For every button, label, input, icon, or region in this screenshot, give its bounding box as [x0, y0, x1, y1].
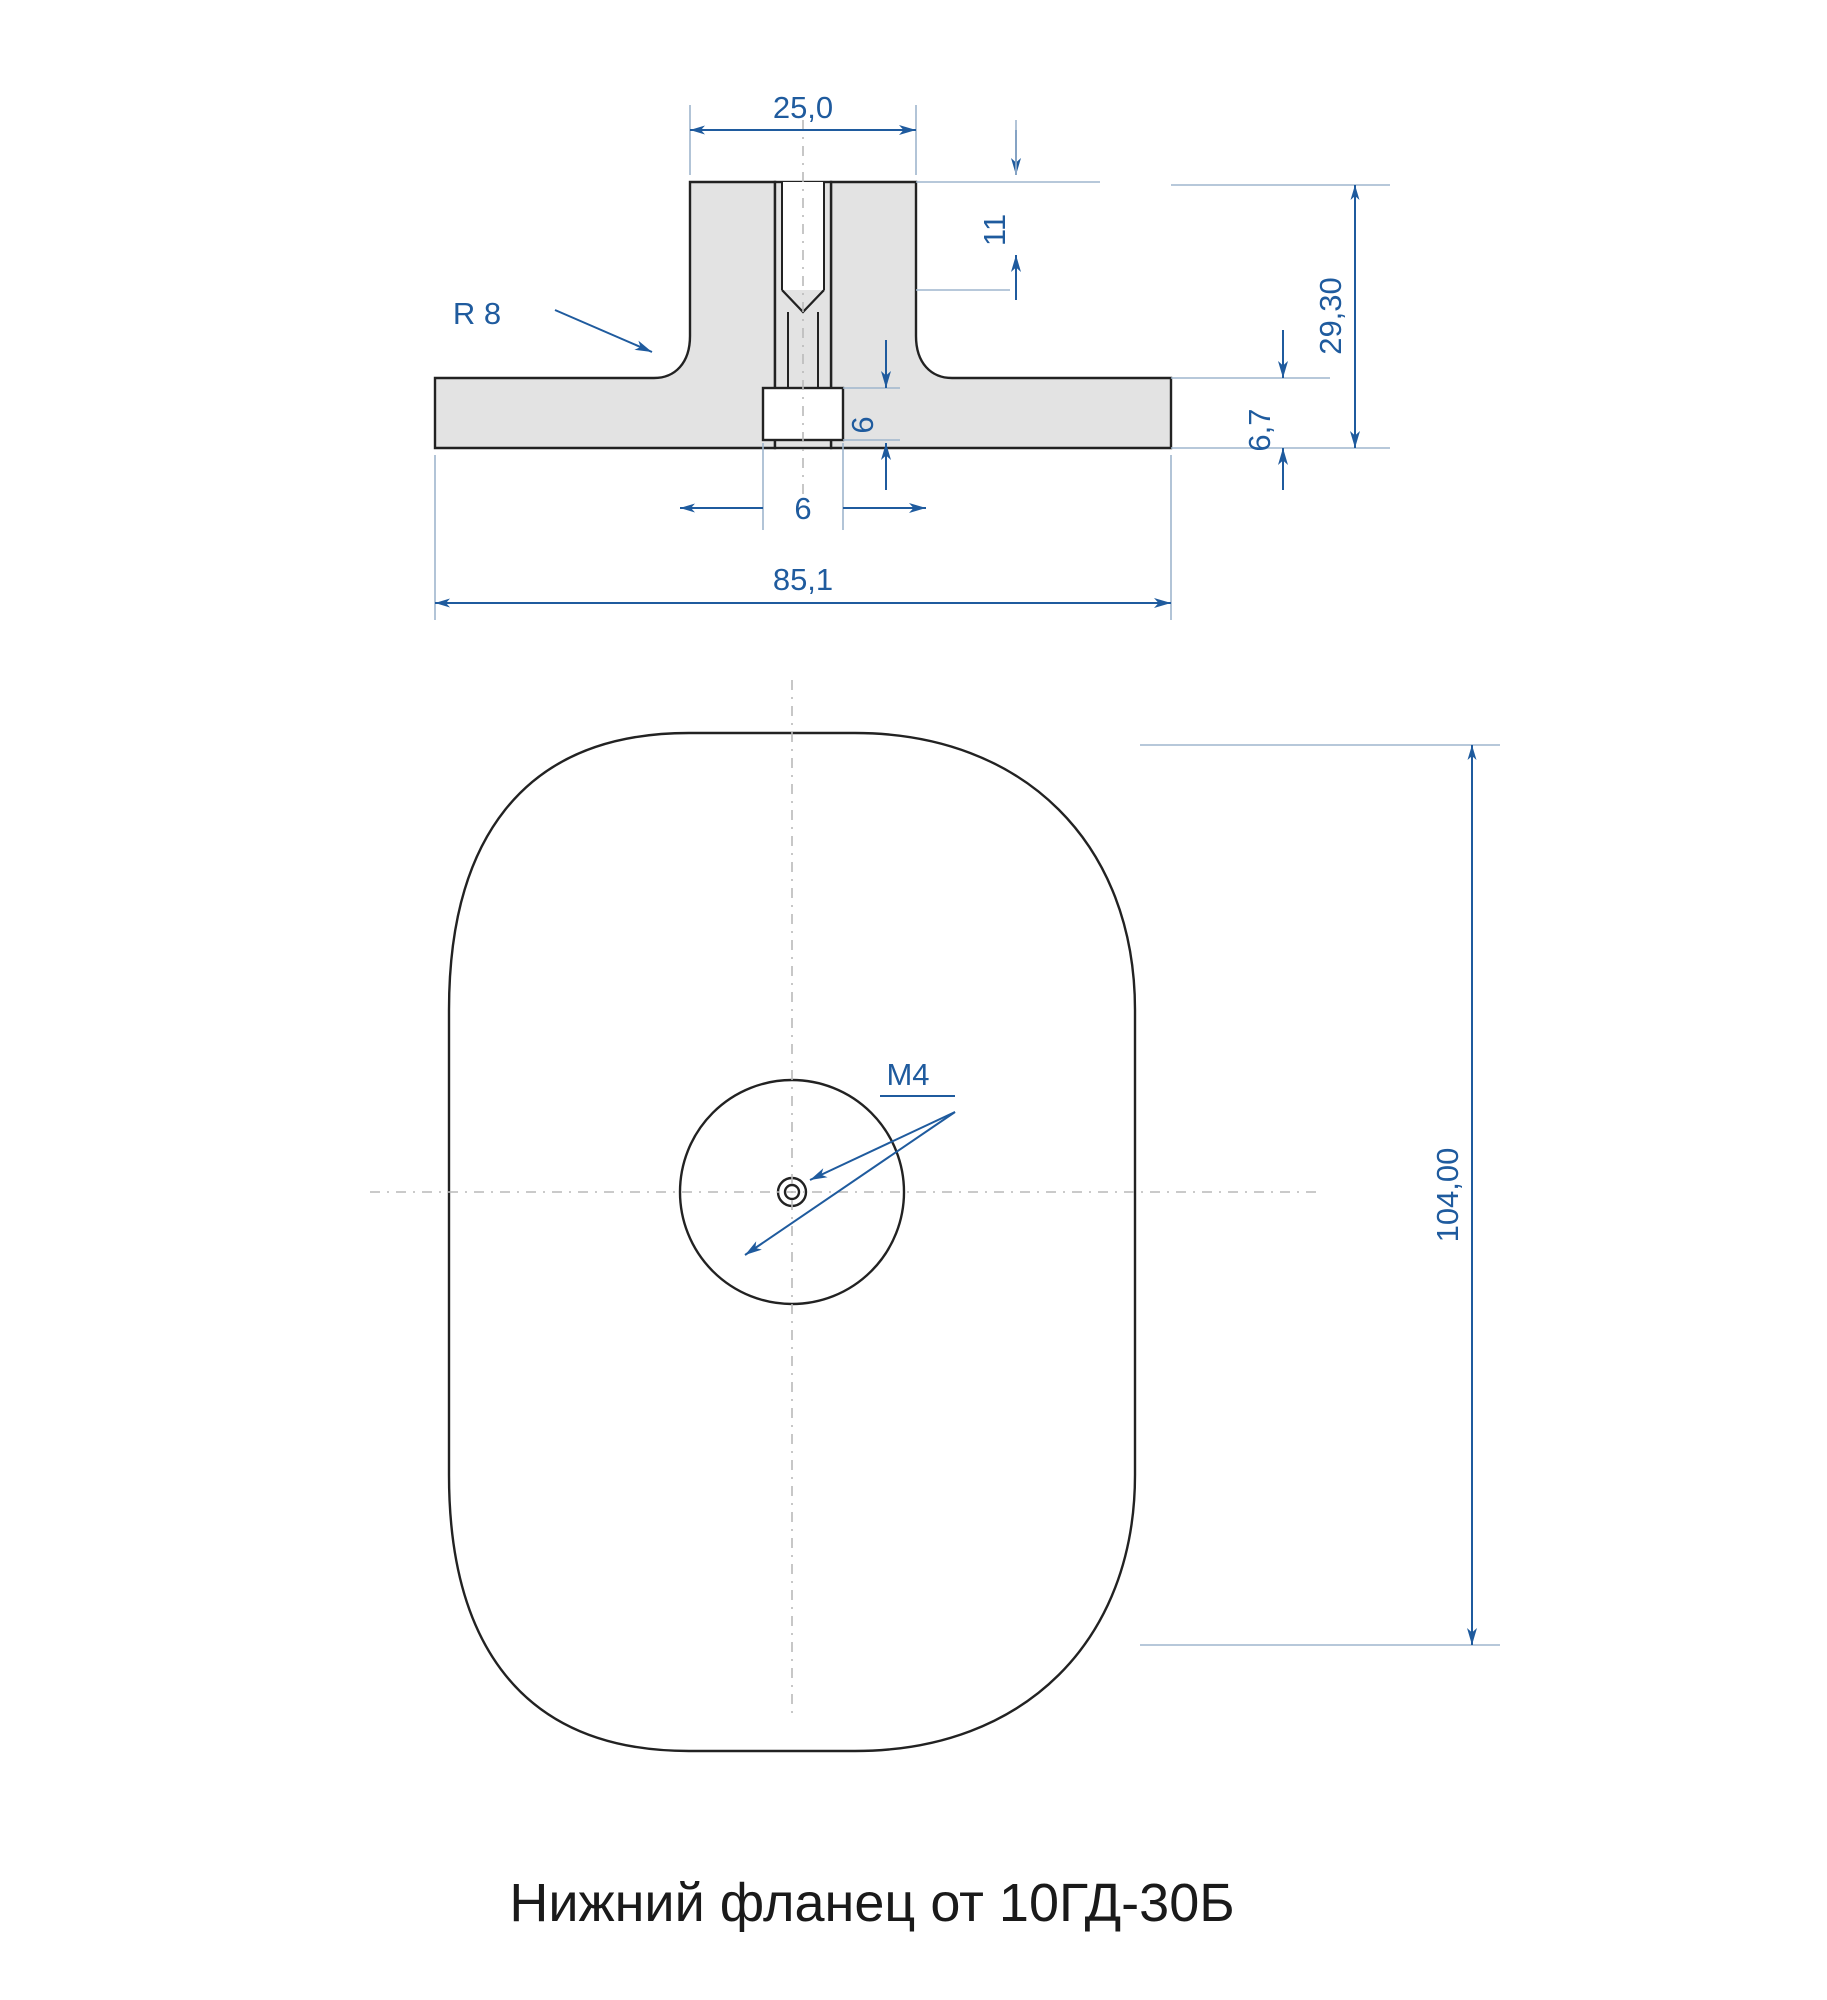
dimension-m4 — [745, 1057, 955, 1255]
dimension-104-00-label: 104,00 — [1430, 1147, 1465, 1243]
dimension-11-label: 11 — [977, 213, 1012, 247]
dimension-85-1 — [435, 562, 1171, 603]
dimension-11 — [977, 120, 1016, 300]
dimension-6-7 — [1242, 330, 1283, 490]
top-view-group — [370, 680, 1500, 1751]
dimension-r8 — [453, 296, 652, 352]
section-view-group — [435, 90, 1390, 620]
dimension-85-1-label: 85,1 — [772, 562, 834, 597]
dimension-6-bottom-label: 6 — [794, 491, 812, 526]
dimension-25-0 — [690, 90, 916, 130]
dimension-6-bottom — [680, 491, 926, 526]
dimension-6-center-label: 6 — [845, 416, 880, 434]
dimension-29-30 — [1313, 185, 1355, 448]
dimension-r8-label: R 8 — [452, 296, 502, 331]
dimension-6-7-label: 6,7 — [1242, 408, 1277, 452]
drawing-caption: Нижний фланец от 10ГД-30Б — [509, 1873, 1235, 1933]
dimension-25-0-label: 25,0 — [772, 90, 834, 125]
dimension-29-30-label: 29,30 — [1313, 277, 1348, 355]
dimension-m4-label: M4 — [886, 1057, 930, 1092]
dimension-104-00 — [1430, 745, 1472, 1645]
